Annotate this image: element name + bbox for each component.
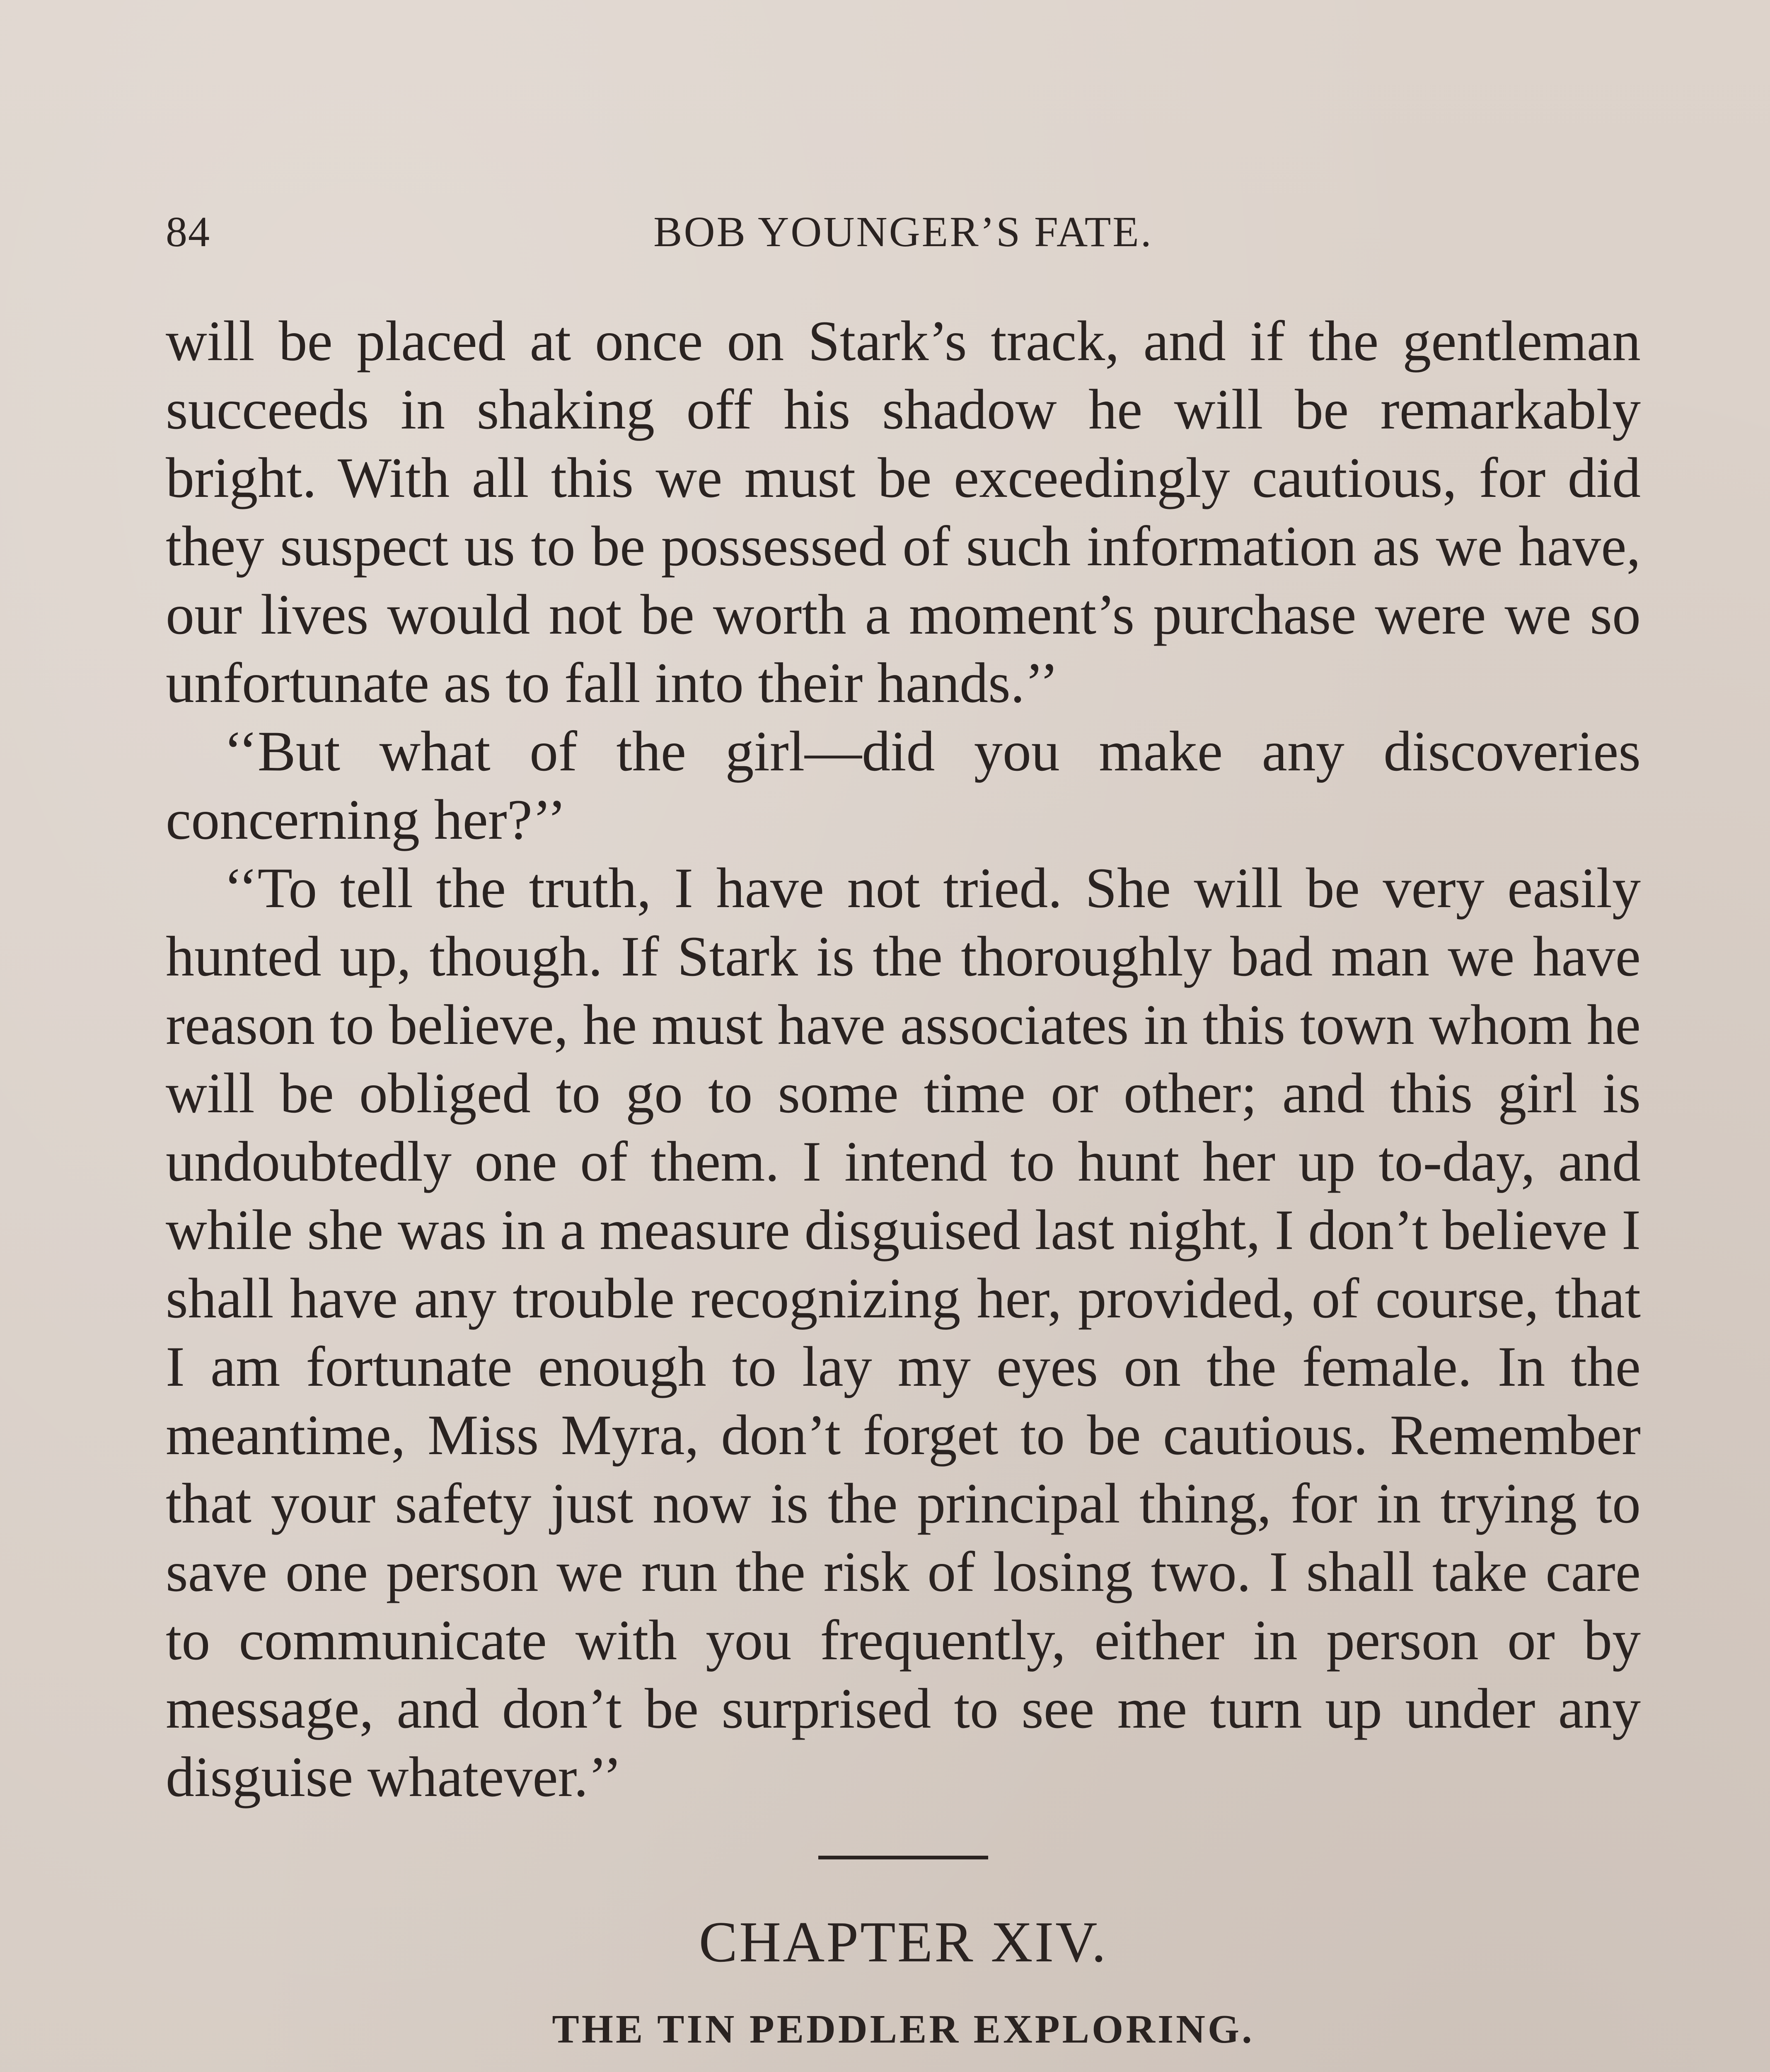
running-header: [166, 207, 1641, 274]
chapter-subtitle: THE TIN PEDDLER EXPLORING.: [552, 2007, 1255, 2052]
page-number: 84: [166, 208, 210, 256]
section-divider: [818, 1856, 988, 1859]
text-block: [166, 307, 1641, 2072]
paragraph: will be placed at once on Stark’s track, and if the gentleman succeeds in shaking off his shadow he will be remarkably bright. With all this we must be exceedingly cautious, for did they suspect us to be possessed of such information as we have, our lives would not be worth a moment’s purchase were we so unfortunate as to fall into their hands.’’: [166, 309, 1641, 714]
paragraph: ‘‘But what of the girl—did you make any discoveries concerning her?’’: [166, 719, 1641, 851]
running-title: BOB YOUNGER’S FATE.: [653, 208, 1153, 256]
chapter-title: CHAPTER XIV.: [699, 1910, 1108, 1974]
paragraph: ‘‘To tell the truth, I have not tried. She will be very easily hunted up, though. If Stark is the thoroughly bad man we have reason to believe, he must have associates in this town whom he will be obliged to go to some time or other; and this girl is undoubtedly one of them. I intend to hunt her up to-day, and while she was in a measure disguised last night, I don’t believe I shall have any trouble recognizing her, provided, of course, that I am fortunate enough to lay my eyes on the female. In the meantime, Miss Myra, don’t forget to be cautious. Remember that your safety just now is the principal thing, for in trying to save one person we run the risk of losing two. I shall take care to communicate with you frequently, either in person or by message, and don’t be surprised to see me turn up under any disguise whatever.’’: [166, 856, 1641, 1808]
